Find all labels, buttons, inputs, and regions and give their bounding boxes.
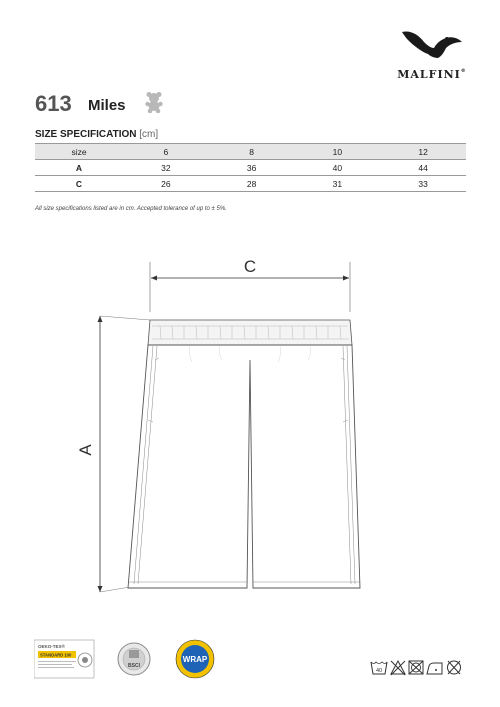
table-cell: 33 [380,176,466,192]
oeko-tex-logo [34,640,94,678]
care-symbols [370,657,470,679]
table-row [35,176,466,192]
table-cell: 26 [123,176,209,192]
arrow-up-icon [98,316,103,322]
arrow-right-icon [343,276,349,281]
dim-a-ext-bottom [100,587,130,592]
size-col: 10 [295,144,381,160]
teddy-bear-icon [144,91,164,113]
eagle-icon [400,26,464,66]
arrow-down-icon [98,586,103,592]
table-cell: 36 [209,160,295,176]
table-cell: 40 [295,160,381,176]
shorts-drawing [60,250,400,600]
iron-icon [427,663,442,674]
wrap-logo [176,640,214,678]
tolerance-note: All size specifications listed are in cm. Accepted tolerance of up to ± 5%. [35,206,227,212]
brand-name: MALFINI® [397,68,467,81]
dim-a-label: A [76,444,95,456]
row-label: A [35,160,123,176]
dim-c-label: C [243,257,257,276]
table-cell: 31 [295,176,381,192]
bsci-logo [118,643,150,675]
svg-text:BSCI: BSCI [128,663,140,669]
size-col: 6 [123,144,209,160]
product-code: 613 [35,91,72,116]
size-table [35,143,466,192]
wash-40-icon [371,662,387,674]
size-header-label: size [35,144,123,160]
malfini-logo [392,26,472,82]
table-row [35,160,466,176]
table-cell: 44 [380,160,466,176]
svg-text:OEKO-TEX®: OEKO-TEX® [38,644,65,649]
size-col: 8 [209,144,295,160]
certification-logos [34,636,224,682]
row-label: C [35,176,123,192]
no-tumble-dry-icon [409,661,423,674]
no-dry-clean-icon [448,661,461,674]
arrow-left-icon [151,276,157,281]
dim-a-ext-top [100,316,150,320]
svg-text:STANDARD 100: STANDARD 100 [40,652,72,658]
size-col: 12 [380,144,466,160]
svg-text:40: 40 [375,668,383,674]
product-name: Miles [88,97,126,114]
table-cell: 32 [123,160,209,176]
no-bleach-icon [391,661,405,675]
table-cell: 28 [209,176,295,192]
size-spec-title: SIZE SPECIFICATION [cm] [35,129,159,140]
waistband [148,320,352,345]
shorts-body [128,345,360,588]
table-header-row [35,144,466,160]
svg-text:WRAP: WRAP [182,655,208,664]
